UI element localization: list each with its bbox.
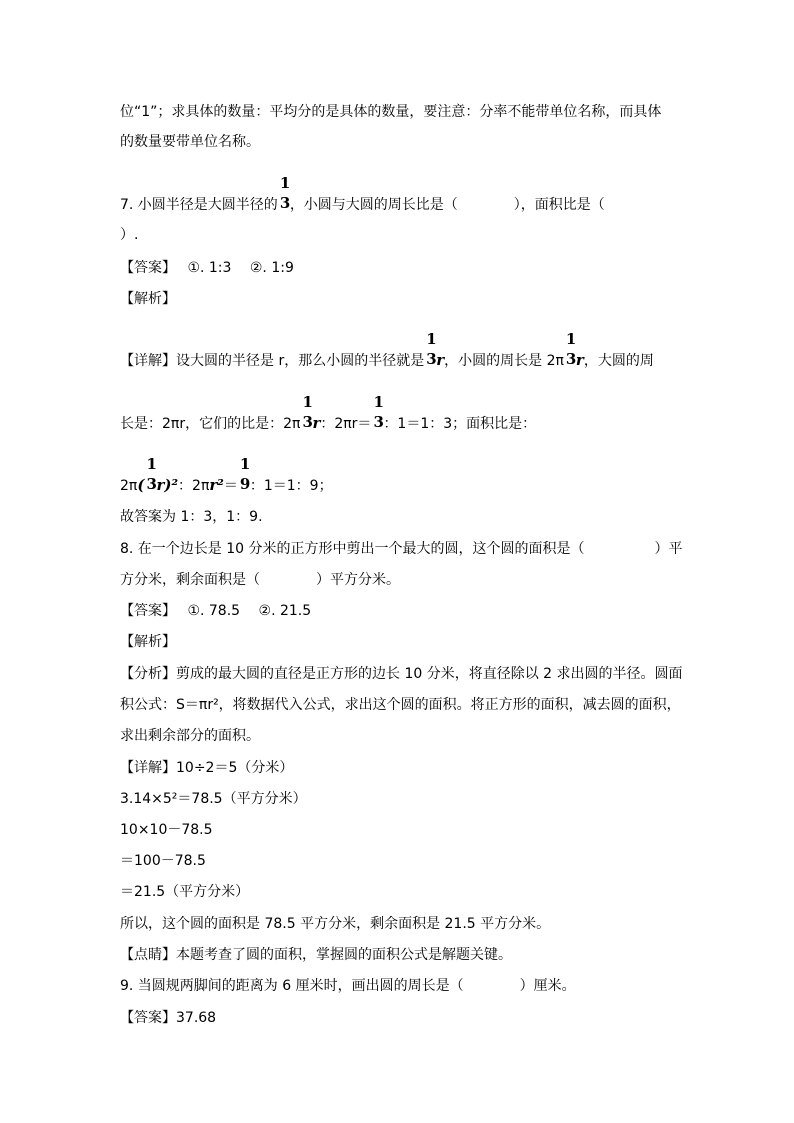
- text-segment: ：2π: [178, 478, 210, 494]
- conclusion-line: 故答案为 1：3，1：9.: [120, 509, 263, 525]
- numerator: 1: [565, 330, 577, 348]
- answer-line: 【答案】37.68: [120, 1010, 217, 1026]
- question-7: [120, 174, 605, 215]
- text-segment: ，小圆与大圆的周长比是（ ），面积比是（: [289, 197, 605, 213]
- solution-line: 所以，这个圆的面积是 78.5 平方分米，剩余面积是 21.5 平方分米。: [120, 916, 551, 932]
- numerator: 1: [239, 455, 251, 473]
- solution-line: ＝100－78.5: [120, 853, 206, 869]
- numerator: 1: [146, 455, 157, 473]
- detail-line-1: [120, 330, 654, 371]
- numerator: 1: [373, 393, 384, 411]
- analysis-line: 积公式：S＝πr²，将数据代入公式，求出这个圆的面积。将正方形的面积，减去圆的面积，: [120, 697, 681, 713]
- fraction-one-third: [278, 174, 291, 215]
- text-line: 方分米，剩余面积是（ ）平方分米。: [120, 572, 400, 588]
- text-segment: ：2πr＝: [320, 416, 372, 432]
- text-segment: ＝: [223, 478, 238, 494]
- text-segment: ，大圆的周: [583, 353, 654, 369]
- denominator: 3: [373, 413, 384, 431]
- denominator: 3: [302, 413, 313, 431]
- paren-left: (: [137, 476, 145, 494]
- fraction-one-third: [144, 455, 157, 496]
- denominator: 3: [279, 194, 291, 212]
- fraction-one-third: [564, 330, 577, 371]
- var-r: r: [312, 414, 321, 432]
- detail-line-3: [120, 455, 333, 496]
- question-8: 8. 在一个边长是 10 分米的正方形中剪出一个最大的圆，这个圆的面积是（ ）平: [120, 541, 683, 557]
- numerator: 1: [279, 174, 291, 192]
- fraction-one-third: [424, 330, 437, 371]
- var-r-squared: r²: [209, 476, 224, 494]
- numerator: 1: [302, 393, 313, 411]
- analysis-heading: 【解析】: [120, 634, 176, 650]
- denominator: 3: [146, 475, 157, 493]
- var-r: r: [156, 476, 165, 494]
- analysis-heading: 【解析】: [120, 291, 176, 307]
- analysis-line: 【分析】剪成的最大圆的直径是正方形的边长 10 分米，将直径除以 2 求出圆的半径。圆面: [120, 666, 683, 682]
- denominator: 3: [565, 350, 577, 368]
- solution-line: 【详解】10÷2＝5（分米）: [120, 760, 294, 776]
- fraction-one-third: [300, 393, 313, 434]
- text-segment: ：1＝1：3；面积比是：: [383, 416, 537, 432]
- denominator: 3: [426, 350, 437, 368]
- answer-line: 【答案】 ①. 78.5 ②. 21.5: [120, 603, 312, 619]
- detail-line-2: [120, 393, 537, 434]
- analysis-line: 求出剩余部分的面积。: [120, 728, 260, 744]
- text-segment: 长是：2πr，它们的比是：2π: [120, 416, 301, 432]
- text-line: 的数量要带单位名称。: [120, 134, 260, 150]
- text-segment: ：1＝1：9；: [249, 478, 333, 494]
- fraction-one-ninth: [238, 455, 251, 496]
- text-segment: 2π: [120, 478, 138, 494]
- var-r: r: [436, 351, 445, 369]
- text-segment: 7. 小圆半径是大圆半径的: [120, 197, 278, 213]
- solution-line: 10×10－78.5: [120, 822, 213, 838]
- solution-line: 3.14×5²＝78.5（平方分米）: [120, 791, 307, 807]
- key-point-line: 【点睛】本题考查了圆的面积，掌握圆的面积公式是解题关键。: [120, 947, 512, 963]
- text-segment: ，小圆的周长是 2π: [444, 353, 564, 369]
- var-r: r: [575, 351, 584, 369]
- solution-line: ＝21.5（平方分米）: [120, 884, 250, 900]
- answer-line: 【答案】 ①. 1:3 ②. 1:9: [120, 260, 294, 276]
- paren-right-squared: )²: [164, 476, 179, 494]
- text-segment: 【详解】设大圆的半径是 r，那么小圆的半径就是: [120, 353, 425, 369]
- text-line: 位“1”；求具体的数量：平均分的是具体的数量，要注意：分率不能带单位名称，而具体: [120, 104, 662, 120]
- question-9: 9. 当圆规两脚间的距离为 6 厘米时，画出圆的周长是（ ）厘米。: [120, 978, 576, 994]
- text-line: ）.: [120, 227, 139, 243]
- fraction-one-third: [371, 393, 384, 434]
- denominator: 9: [239, 475, 251, 493]
- numerator: 1: [426, 330, 437, 348]
